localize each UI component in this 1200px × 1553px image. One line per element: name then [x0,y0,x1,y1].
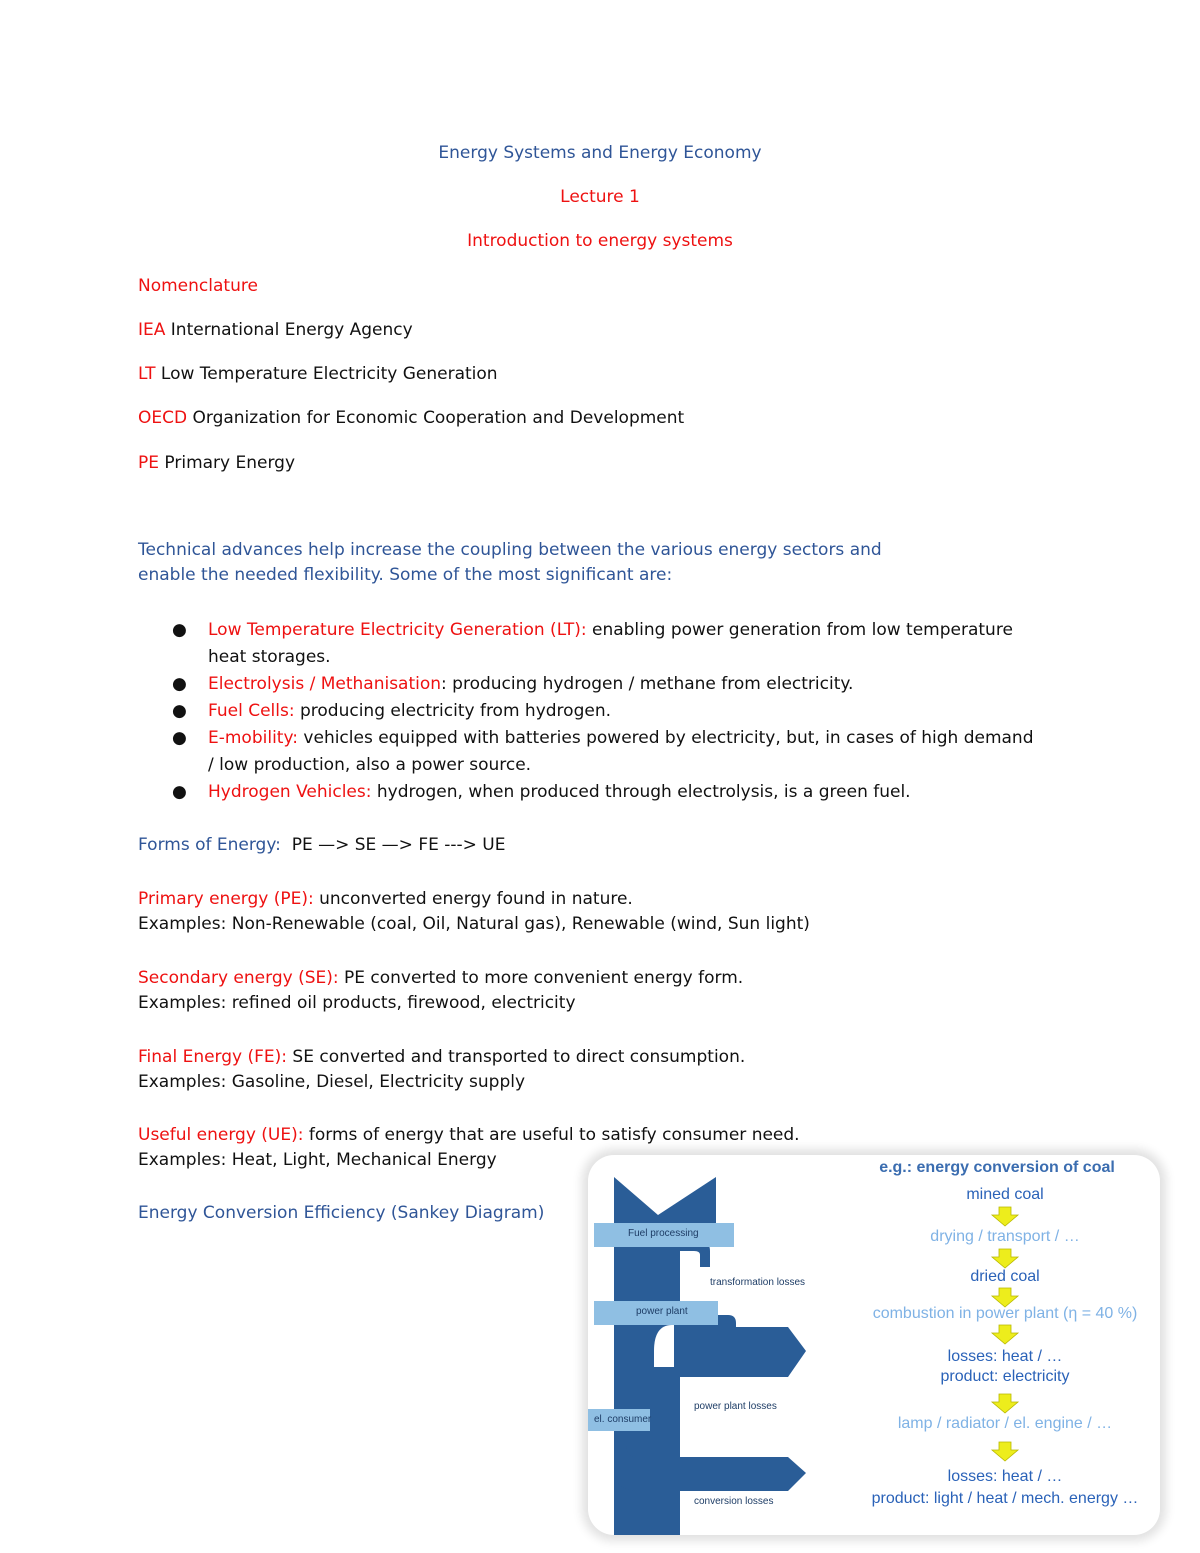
bullet-term: Low Temperature Electricity Generation (LT): [208,620,587,640]
definition-examples: Examples: refined oil products, firewood, electricity [138,993,576,1013]
step-lamp-radiator: lamp / radiator / el. engine / … [897,1415,1113,1432]
list-item [170,725,1070,779]
definition-examples: Examples: Gasoline, Diesel, Electricity supply [138,1072,526,1092]
definition-text: unconverted energy found in nature. [313,889,633,909]
nomenclature-item [138,453,295,473]
el-consumer-label: el. consumer [594,1414,652,1425]
definition-examples: Examples: Non-Renewable (coal, Oil, Natural gas), Renewable (wind, Sun light) [138,914,810,934]
step-dried-coal: dried coal [970,1268,1040,1285]
down-arrow-icon [992,1207,1018,1226]
definition-text: SE converted and transported to direct consumption. [287,1047,746,1067]
definition-text: forms of energy that are useful to satisfy consumer need. [303,1125,800,1145]
list-item [170,698,1070,725]
intro-line: enable the needed flexibility. Some of the most significant are: [138,565,673,585]
lecture-number: Lecture 1 [560,187,640,207]
definition-block [138,966,743,1016]
nomenclature-abbr: LT [138,364,156,384]
step-product-electricity: product: electricity [940,1368,1070,1385]
bullet-text: producing electricity from hydrogen. [294,701,611,721]
technology-list [170,617,1070,806]
nomenclature-heading: Nomenclature [138,276,258,296]
step-mined-coal: mined coal [966,1186,1044,1203]
down-arrow-icon [992,1325,1018,1344]
step-drying-transport: drying / transport / … [930,1228,1080,1245]
definition-term: Useful energy (UE): [138,1125,304,1145]
bullet-icon: ● [172,674,187,694]
power-plant-losses-label: power plant losses [694,1401,777,1412]
definition-examples: Examples: Heat, Light, Mechanical Energy [138,1150,497,1170]
bullet-text-continued: / low production, also a power source. [208,755,532,775]
nomenclature-definition: International Energy Agency [170,320,413,340]
transformation-losses-label: transformation losses [710,1277,806,1288]
step-losses-heat: losses: heat / … [947,1348,1063,1365]
forms-of-energy [138,835,506,855]
course-title: Energy Systems and Energy Economy [438,143,762,163]
list-item [170,671,1070,698]
down-arrow-icon [992,1249,1018,1268]
down-arrow-icon [992,1442,1018,1461]
definition-term: Secondary energy (SE): [138,968,339,988]
definition-block [138,1045,745,1095]
forms-label: Forms of Energy: [138,835,281,855]
bullet-icon: ● [172,701,187,721]
step-combustion: combustion in power plant (η = 40 %) [872,1305,1138,1322]
bullet-text-continued: heat storages. [208,647,331,667]
nomenclature-item [138,320,413,340]
efficiency-heading: Energy Conversion Efficiency (Sankey Diagram) [138,1203,545,1223]
definition-term: Primary energy (PE): [138,889,314,909]
useful-energy-flow [618,1491,626,1535]
nomenclature-definition: Organization for Economic Cooperation and Development [192,408,685,428]
bullet-icon: ● [172,728,187,748]
bullet-term: Hydrogen Vehicles: [208,782,372,802]
fuel-processing-label: Fuel processing [628,1228,699,1239]
intro-paragraph [138,538,882,588]
nomenclature-definition: Primary Energy [164,453,296,473]
step-product-light: product: light / heat / mech. energy … [871,1490,1139,1507]
bullet-icon: ● [172,620,187,640]
bullet-term: Electrolysis / Methanisation [208,674,442,694]
figure-title: e.g.: energy conversion of coal [879,1159,1115,1176]
definition-text: PE converted to more convenient energy form. [338,968,744,988]
list-item [170,617,1070,671]
list-item [170,779,1070,806]
nomenclature-abbr: PE [138,453,159,473]
bullet-text: enabling power generation from low temperature [586,620,1013,640]
power-plant-label: power plant [636,1306,688,1317]
bullet-text: : producing hydrogen / methane from electricity. [441,674,854,694]
bullet-text: vehicles equipped with batteries powered by electricity, but, in cases of high demand [298,728,1034,748]
conversion-losses-label: conversion losses [694,1496,774,1507]
bullet-icon: ● [172,782,187,802]
bullet-term: E-mobility: [208,728,299,748]
bullet-term: Fuel Cells: [208,701,295,721]
intro-line: Technical advances help increase the coupling between the various energy sectors and [138,540,882,560]
definition-term: Final Energy (FE): [138,1047,288,1067]
nomenclature-item [138,408,684,428]
forms-chain: PE —> SE —> FE ---> UE [280,835,506,855]
nomenclature-definition: Low Temperature Electricity Generation [160,364,498,384]
sankey-figure [588,1155,1160,1535]
bullet-text: hydrogen, when produced through electrolysis, is a green fuel. [371,782,911,802]
nomenclature-item [138,364,498,384]
nomenclature-abbr: IEA [138,320,166,340]
nomenclature-abbr: OECD [138,408,188,428]
lecture-topic: Introduction to energy systems [467,231,733,251]
step-losses-heat-final: losses: heat / … [947,1468,1063,1485]
definition-block [138,887,810,937]
down-arrow-icon [992,1394,1018,1413]
